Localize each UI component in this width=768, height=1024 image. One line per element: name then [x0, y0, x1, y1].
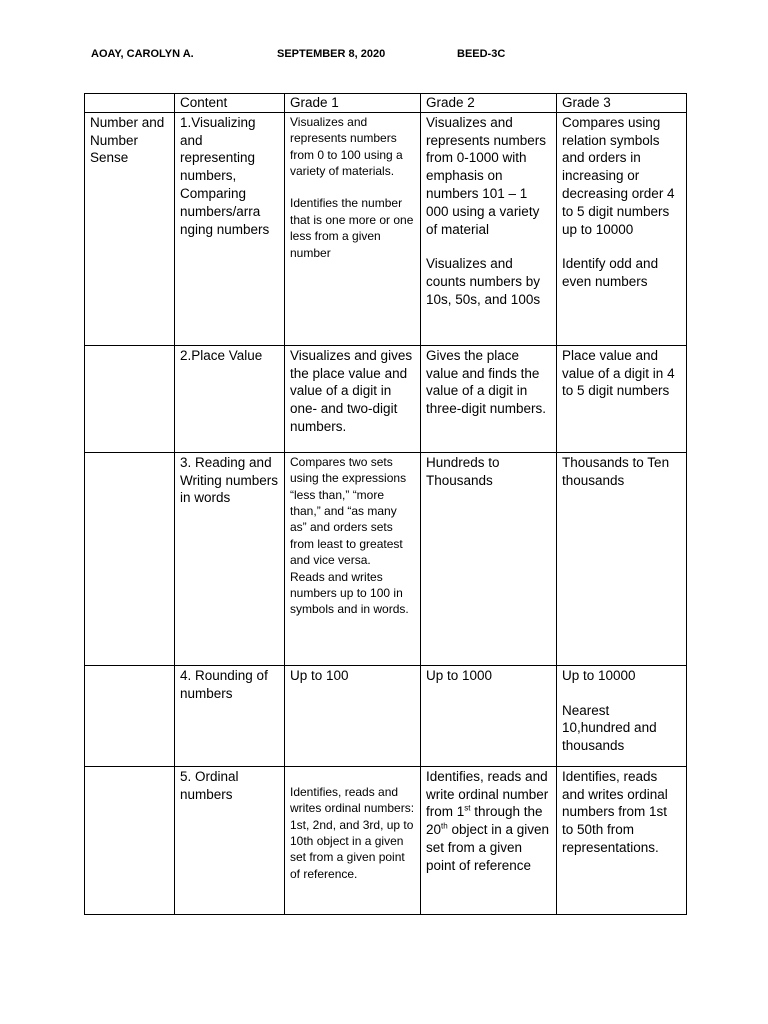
domain-cell — [85, 345, 175, 452]
grade3-cell: Compares using relation symbols and orders in increasing or decreasing order 4 to 5 digit numbers up to 10000 Identify odd and even numbers — [557, 112, 687, 345]
content-cell: 5. Ordinal numbers — [175, 766, 285, 914]
content-cell: 1.Visualizing and representing numbers, Comparing numbers/arra nging numbers — [175, 112, 285, 345]
grade3-cell: Up to 10000 Nearest 10,hundred and thousands — [557, 665, 687, 766]
student-name: AOAY, CAROLYN A. — [91, 48, 194, 60]
grade2-cell: Identifies, reads and write ordinal number from 1st through the 20th object in a given set from a given point of reference — [421, 766, 557, 914]
column-header-grade3: Grade 3 — [557, 94, 687, 113]
column-header-grade1: Grade 1 — [285, 94, 421, 113]
column-header-domain — [85, 94, 175, 113]
course-section: BEED-3C — [457, 48, 506, 60]
grade1-cell: Up to 100 — [285, 665, 421, 766]
table-row — [85, 452, 687, 665]
grade2-cell: Visualizes and represents numbers from 0-1000 with emphasis on numbers 101 – 1 000 using a variety of material Visualizes and counts numbers by 10s, 50s, and 100s — [421, 112, 557, 345]
table-row — [85, 766, 687, 914]
domain-cell: Number and Number Sense — [85, 112, 175, 345]
grade1-cell: Visualizes and represents numbers from 0 to 100 using a variety of materials. Identifies the number that is one more or one less from a given number — [285, 112, 421, 345]
grade1-cell: Identifies, reads and writes ordinal numbers: 1st, 2nd, and 3rd, up to 10th object in a given set from a given point of reference. — [285, 766, 421, 914]
domain-cell — [85, 665, 175, 766]
grade3-cell: Identifies, reads and writes ordinal numbers from 1st to 50th from representations. — [557, 766, 687, 914]
domain-cell — [85, 766, 175, 914]
grade3-cell: Thousands to Ten thousands — [557, 452, 687, 665]
domain-cell — [85, 452, 175, 665]
grade1-cell: Visualizes and gives the place value and value of a digit in one- and two-digit numbers. — [285, 345, 421, 452]
curriculum-table — [84, 93, 687, 915]
grade2-cell: Hundreds to Thousands — [421, 452, 557, 665]
table-row — [85, 665, 687, 766]
table-row — [85, 345, 687, 452]
document-date: SEPTEMBER 8, 2020 — [277, 48, 386, 60]
grade2-cell: Up to 1000 — [421, 665, 557, 766]
grade1-cell: Compares two sets using the expressions “less than,” “more than,” and “as many as” and orders sets from least to greatest and vice versa. Reads and writes numbers up to 100 in symbols and in words. — [285, 452, 421, 665]
column-header-grade2: Grade 2 — [421, 94, 557, 113]
document-header — [0, 48, 768, 66]
grade2-cell: Gives the place value and finds the value of a digit in three-digit numbers. — [421, 345, 557, 452]
content-cell: 3. Reading and Writing numbers in words — [175, 452, 285, 665]
content-cell: 4. Rounding of numbers — [175, 665, 285, 766]
header-row — [85, 94, 687, 113]
column-header-content: Content — [175, 94, 285, 113]
table-row — [85, 112, 687, 345]
content-cell: 2.Place Value — [175, 345, 285, 452]
grade3-cell: Place value and value of a digit in 4 to 5 digit numbers — [557, 345, 687, 452]
